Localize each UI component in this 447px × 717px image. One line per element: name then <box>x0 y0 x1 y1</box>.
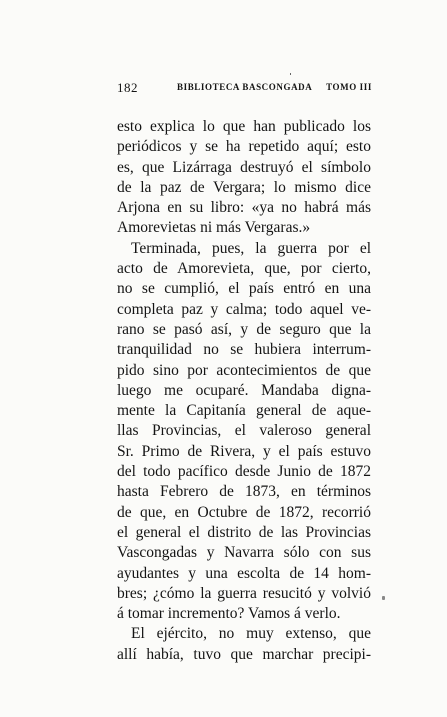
text-line: El ejército, no muy extenso, que <box>131 625 371 643</box>
text-line: llas Provincias, el valeroso general <box>117 422 371 440</box>
text-line: Vascongadas y Navarra sólo con sus <box>117 544 371 562</box>
text-line: tranquilidad no se hubiera interrum- <box>117 341 371 359</box>
running-title: BIBLIOTECA BASCONGADA <box>177 82 313 92</box>
text-line: periódicos y se ha repetido aquí; esto <box>117 138 371 156</box>
text-line: hasta Febrero de 1873, en términos <box>117 483 371 501</box>
text-line: de que, en Octubre de 1872, recorrió <box>117 503 371 521</box>
page-number: 182 <box>117 80 138 95</box>
body-text <box>117 117 371 665</box>
text-line: á tomar incremento? Vamos á verlo. <box>117 605 341 623</box>
text-line: del todo pacífico desde Junio de 1872 <box>117 463 371 481</box>
text-line: es, que Lizárraga destruyó el símbolo <box>117 158 371 176</box>
print-speck <box>382 596 385 600</box>
text-line: ayudantes y una escolta de 14 hom- <box>117 564 371 582</box>
print-speck <box>290 73 291 75</box>
text-line: mente la Capitanía general de aque- <box>117 402 371 420</box>
text-line: pido sino por acontecimientos de que <box>117 361 371 379</box>
text-line: Sr. Primo de Rivera, y el país estuvo <box>117 442 371 460</box>
text-line: allí había, tuvo que marchar precipi- <box>117 645 371 663</box>
text-line: Terminada, pues, la guerra por el <box>131 239 371 257</box>
text-line: completa paz y calma; todo aquel ve- <box>117 300 371 318</box>
text-line: el general el distrito de las Provincias <box>117 523 371 541</box>
text-line: bres; ¿cómo la guerra resucitó y volvió <box>117 584 371 602</box>
text-line: rano se pasó así, y de seguro que la <box>117 320 371 338</box>
text-line: acto de Amorevieta, que, por cierto, <box>117 260 371 278</box>
text-line: luego me ocuparé. Mandaba digna- <box>117 381 371 399</box>
text-line: esto explica lo que han publicado los <box>117 118 371 135</box>
text-line: Amorevietas ni más Vergaras.» <box>117 219 311 237</box>
volume-label: TOMO III <box>326 82 372 92</box>
text-line: no se cumplió, el país entró en una <box>117 280 371 298</box>
text-line: Arjona en su libro: «ya no habrá más <box>117 199 371 217</box>
running-header <box>117 80 372 96</box>
text-line: de la paz de Vergara; lo mismo dice <box>117 178 371 196</box>
